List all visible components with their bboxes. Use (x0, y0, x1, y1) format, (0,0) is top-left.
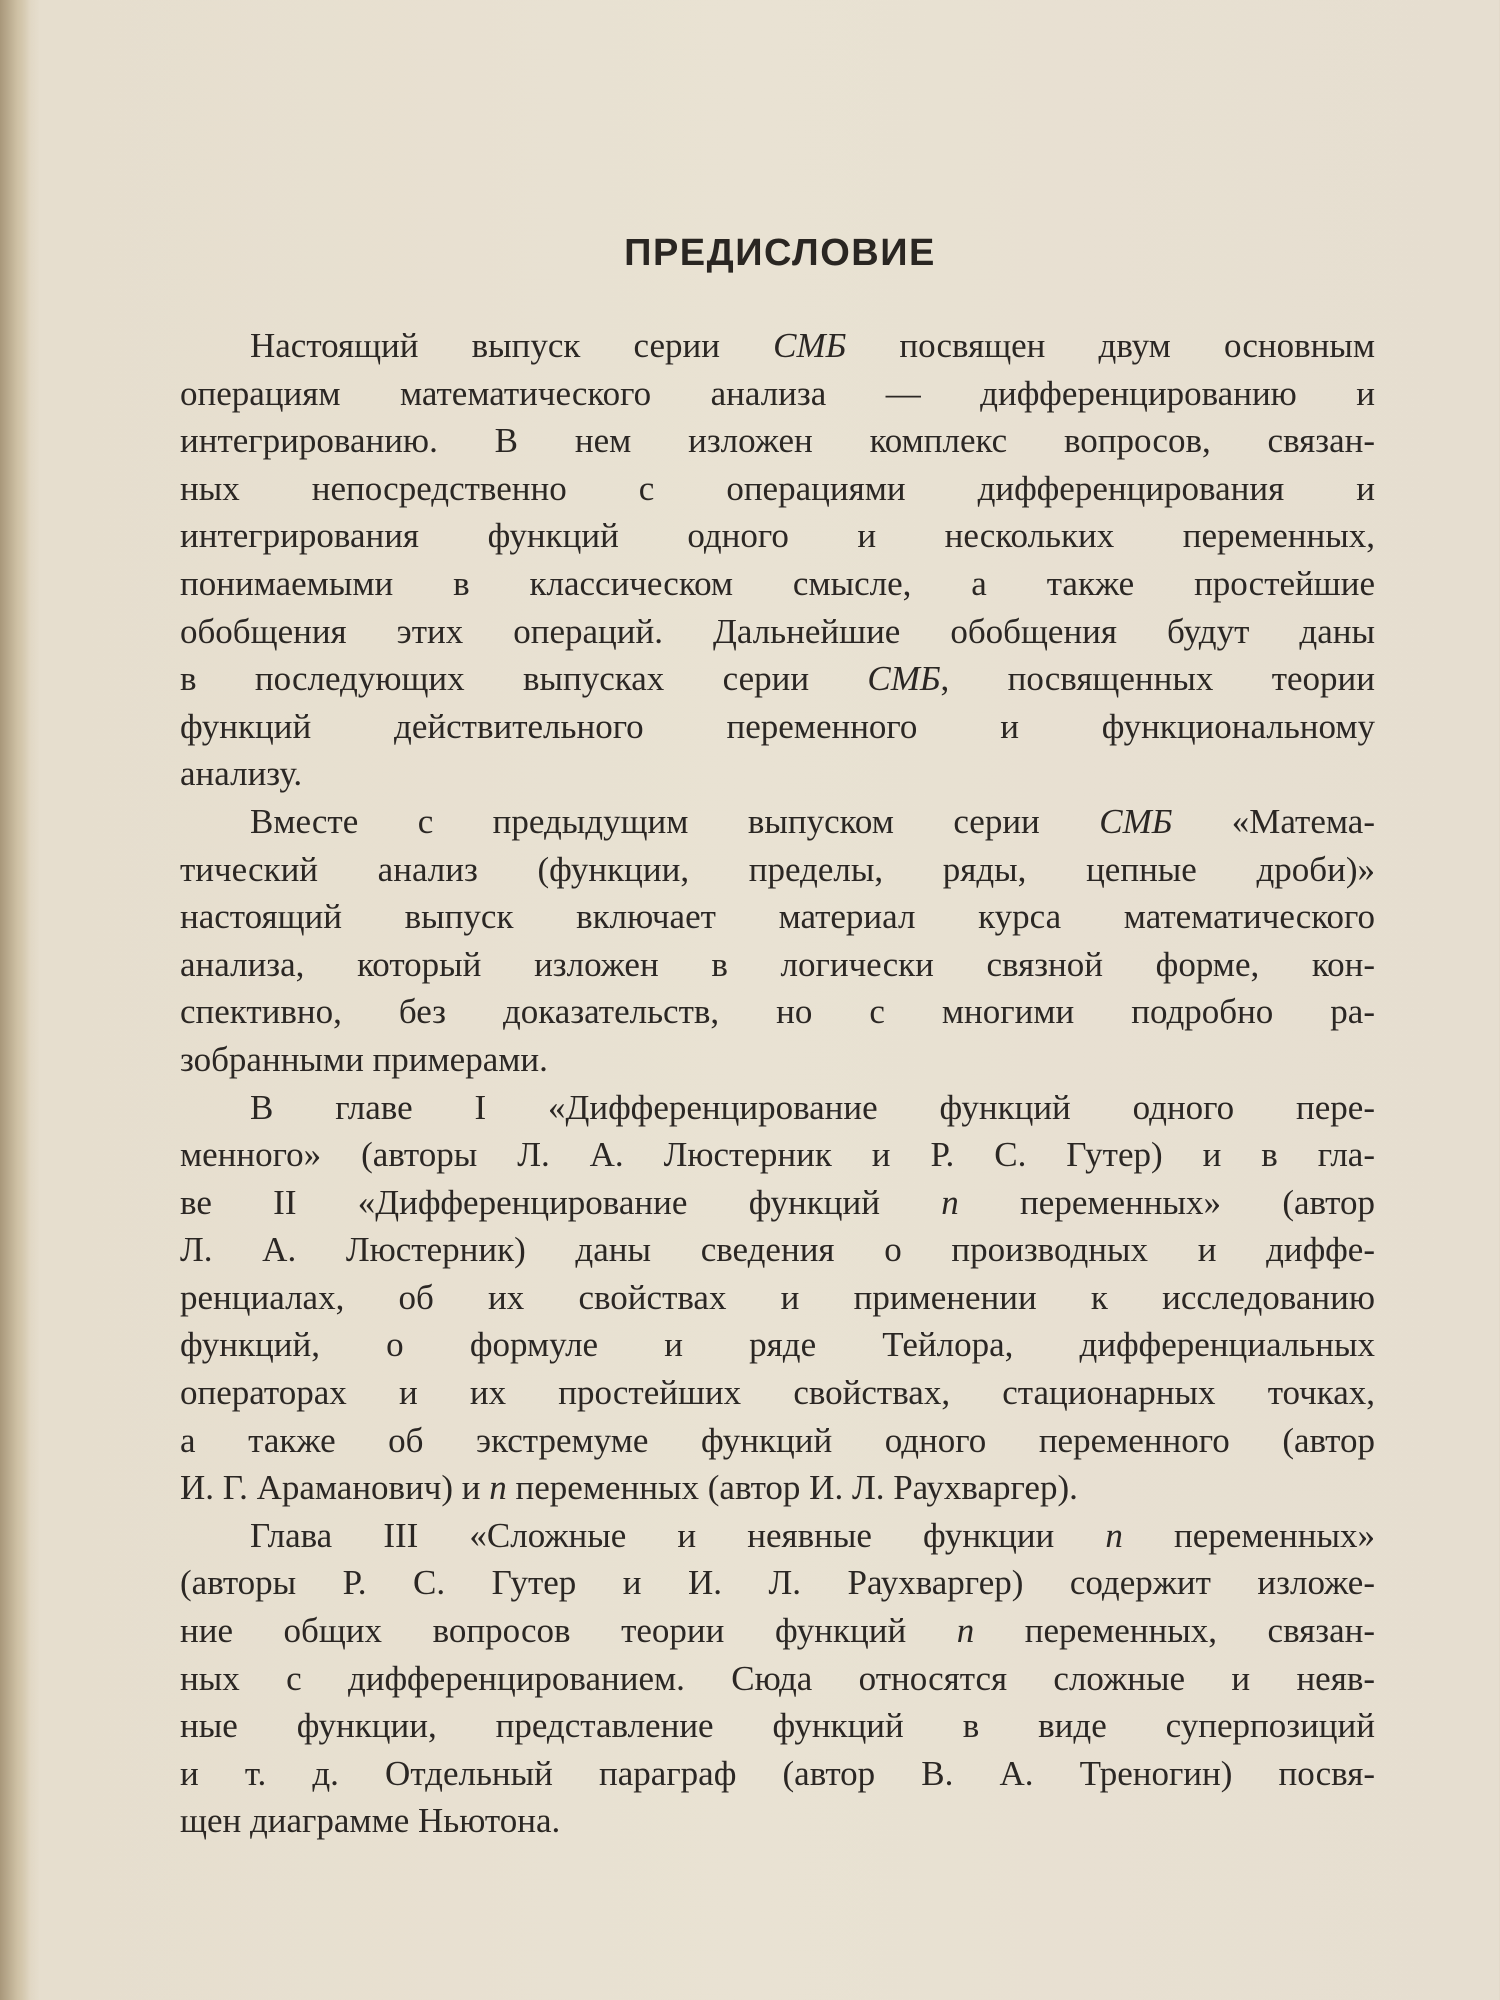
italic-text: n (956, 1611, 975, 1651)
text-segment: настоящий выпуск включает материал курса математического (180, 897, 1375, 937)
page-edge (0, 0, 30, 2000)
text-segment: тический анализ (функции, пределы, ряды, цепные дроби)» (180, 849, 1375, 889)
text-line (180, 1559, 1375, 1607)
italic-text: СМБ (1099, 801, 1173, 841)
text-segment: спективно, без доказательств, но с многими подробно ра- (180, 992, 1375, 1032)
text-segment: зобранными примерами. (180, 1039, 548, 1079)
text-segment: переменных» (1122, 1515, 1375, 1555)
text-line (180, 846, 1375, 894)
text-segment: функций действительного переменного и функциональному (180, 706, 1375, 746)
text-line (180, 941, 1375, 989)
text-line (180, 750, 1375, 798)
paragraph (180, 1084, 1375, 1512)
text-segment: понимаемыми в классическом смысле, а также простейшие (180, 563, 1375, 603)
text-segment: Глава III «Сложные и неявные функции (250, 1515, 1106, 1555)
text-line (180, 1274, 1375, 1322)
text-segment: Настоящий выпуск серии (250, 326, 774, 365)
text-line (180, 512, 1375, 560)
text-segment: посвящен двум основным (846, 326, 1375, 365)
text-segment: интегрированию. В нем изложен комплекс вопросов, связан- (180, 421, 1375, 461)
paragraph (180, 798, 1375, 1084)
text-segment: ные функции, представление функций в виде суперпозиций (180, 1706, 1375, 1746)
text-line (180, 465, 1375, 513)
text-line (180, 417, 1375, 465)
text-segment: , посвященных теории (940, 659, 1375, 699)
text-line (180, 798, 1375, 846)
text-line (180, 1179, 1375, 1227)
text-segment: (авторы Р. С. Гутер и И. Л. Раухваргер) содержит изложе- (180, 1563, 1375, 1603)
text-segment: И. Г. Араманович) и (180, 1468, 490, 1508)
text-segment: в последующих выпусках серии (180, 659, 868, 699)
paragraph (180, 322, 1375, 798)
text-line (180, 1512, 1375, 1560)
text-line (180, 703, 1375, 751)
text-segment: переменных» (автор (958, 1182, 1376, 1222)
text-line (180, 1750, 1375, 1798)
text-segment: «Матема- (1172, 801, 1375, 841)
text-segment: анализа, который изложен в логически связной форме, кон- (180, 944, 1375, 984)
text-line (180, 1797, 1375, 1845)
text-line (180, 608, 1375, 656)
text-segment: а также об экстремуме функций одного переменного (автор (180, 1420, 1375, 1460)
text-line (180, 988, 1375, 1036)
text-line (180, 1321, 1375, 1369)
text-line (180, 1084, 1375, 1132)
text-line (180, 1417, 1375, 1465)
text-line (180, 1131, 1375, 1179)
text-line (180, 1369, 1375, 1417)
text-segment: ных непосредственно с операциями дифференцирования и (180, 468, 1375, 508)
preface-body (180, 322, 1375, 1845)
text-line (180, 370, 1375, 418)
text-line (180, 1607, 1375, 1655)
text-line (180, 893, 1375, 941)
text-segment: переменных (автор И. Л. Раухваргер). (506, 1468, 1078, 1508)
italic-text: n (941, 1182, 959, 1222)
text-line (180, 560, 1375, 608)
italic-text: n (489, 1468, 507, 1508)
text-segment: и т. д. Отдельный параграф (автор В. А. Треногин) посвя- (180, 1753, 1375, 1793)
italic-text: СМБ (773, 326, 847, 365)
text-line (180, 1702, 1375, 1750)
text-segment: операторах и их простейших свойствах, стационарных точках, (180, 1373, 1375, 1413)
text-line (180, 655, 1375, 703)
text-segment: функций, о формуле и ряде Тейлора, дифференциальных (180, 1325, 1375, 1365)
italic-text: n (1105, 1515, 1123, 1555)
text-line (180, 1036, 1375, 1084)
paragraph (180, 1512, 1375, 1845)
text-line (180, 322, 1375, 370)
text-line (180, 1655, 1375, 1703)
text-segment: переменных, связан- (974, 1611, 1375, 1651)
text-segment: ние общих вопросов теории функций (180, 1611, 957, 1651)
text-segment: Вместе с предыдущим выпуском серии (250, 801, 1100, 841)
text-segment: ренциалах, об их свойствах и применении к исследованию (180, 1277, 1375, 1317)
page-title: ПРЕДИСЛОВИЕ (624, 232, 936, 274)
text-line (180, 1226, 1375, 1274)
text-segment: ных с дифференцированием. Сюда относятся сложные и неяв- (180, 1658, 1375, 1698)
text-segment: В главе I «Дифференцирование функций одного пере- (250, 1087, 1375, 1127)
text-segment: ве II «Дифференцирование функций (180, 1182, 942, 1222)
text-segment: анализу. (180, 754, 303, 794)
italic-text: СМБ (867, 659, 941, 699)
text-segment: операциям математического анализа — дифференцированию и (180, 373, 1375, 413)
text-segment: менного» (авторы Л. А. Люстерник и Р. С. Гутер) и в гла- (180, 1135, 1375, 1175)
text-segment: обобщения этих операций. Дальнейшие обобщения будут даны (180, 611, 1375, 651)
text-segment: интегрирования функций одного и нескольких переменных, (180, 516, 1375, 556)
text-segment: щен диаграмме Ньютона. (180, 1801, 561, 1841)
text-line (180, 1464, 1375, 1512)
text-segment: Л. А. Люстерник) даны сведения о производных и диффе- (180, 1230, 1375, 1270)
